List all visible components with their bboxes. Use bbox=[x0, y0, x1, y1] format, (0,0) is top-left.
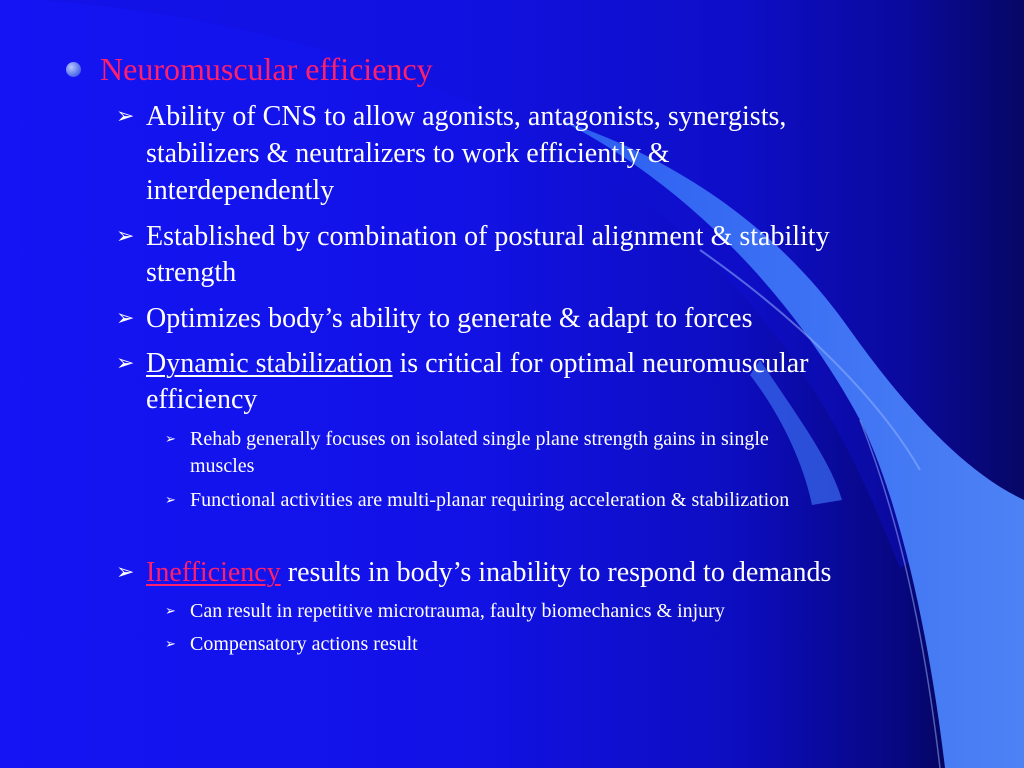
subpoint-5-1-line-1: Can result in repetitive microtrauma, faulty biomechanics & injury bbox=[190, 600, 725, 622]
inefficiency-term: Inefficiency bbox=[146, 557, 281, 588]
point-1-line-1: Ability of CNS to allow agonists, antagonists, synergists, bbox=[146, 101, 787, 132]
small-arrow-bullet-icon: ➢ bbox=[165, 604, 176, 619]
point-4-rest: is critical for optimal neuromuscular bbox=[392, 348, 809, 379]
round-bullet-icon bbox=[66, 62, 81, 77]
point-3-line-1: Optimizes body’s ability to generate & adapt to forces bbox=[146, 303, 753, 334]
subpoint-4-1-line-2: muscles bbox=[190, 455, 255, 477]
arrow-bullet-icon: ➢ bbox=[116, 104, 135, 129]
dynamic-stabilization-term: Dynamic stabilization bbox=[146, 348, 393, 379]
point-2-line-1: Established by combination of postural alignment & stability bbox=[146, 221, 830, 252]
small-arrow-bullet-icon: ➢ bbox=[165, 432, 176, 447]
subpoint-5-2-line-1: Compensatory actions result bbox=[190, 633, 418, 655]
point-5-line-1 bbox=[146, 555, 831, 591]
small-arrow-bullet-icon: ➢ bbox=[165, 637, 176, 652]
point-2-line-2: strength bbox=[146, 257, 237, 288]
subpoint-4-2-line-1: Functional activities are multi-planar requiring acceleration & stabilization bbox=[190, 489, 790, 511]
arrow-bullet-icon: ➢ bbox=[116, 351, 135, 376]
subpoint-4-1-line-1: Rehab generally focuses on isolated single plane strength gains in single bbox=[190, 428, 769, 450]
slide-heading: Neuromuscular efficiency bbox=[100, 51, 433, 87]
arrow-bullet-icon: ➢ bbox=[116, 560, 135, 585]
arrow-bullet-icon: ➢ bbox=[116, 306, 135, 331]
point-1-line-3: interdependently bbox=[146, 175, 335, 206]
point-5-rest: results in body’s inability to respond to demands bbox=[280, 557, 832, 588]
arrow-bullet-icon: ➢ bbox=[116, 224, 135, 249]
point-4-line-2: efficiency bbox=[146, 384, 258, 415]
point-1-line-2: stabilizers & neutralizers to work efficiently & bbox=[146, 138, 670, 169]
small-arrow-bullet-icon: ➢ bbox=[165, 493, 176, 508]
point-4-line-1 bbox=[146, 346, 808, 382]
